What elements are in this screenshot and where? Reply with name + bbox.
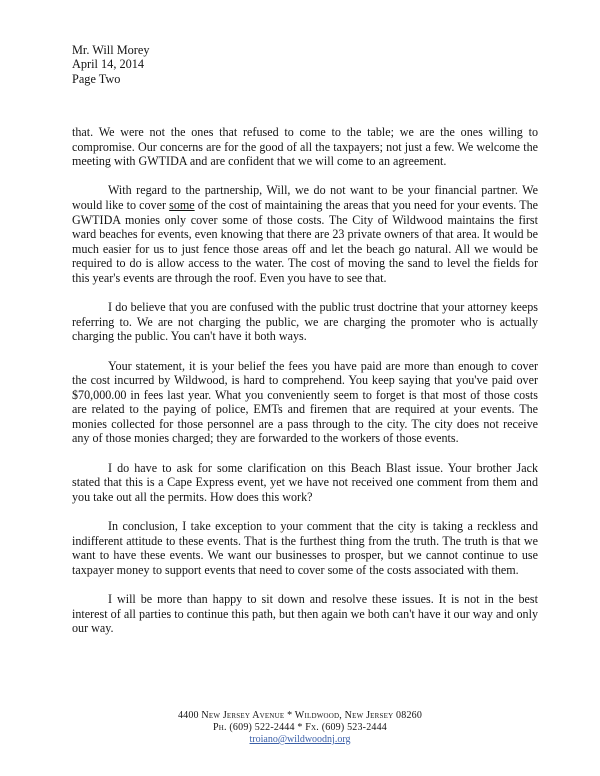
paragraph-fees: Your statement, it is your belief the fees you have paid are more than enough to cover the cost incurred by Wildwood, is hard to comprehend. You keep saying that you've paid over $70,000.00 in fees last year. What you conveniently seem to forget is that most of those costs are related to the paying of police, EMTs and firemen that are required at your events. The monies collected for those personnel are a pass through to the city. The city does not receive any of those monies charged; they are forwarded to the workers of those events.	[72, 358, 538, 446]
recipient-name: Mr. Will Morey	[72, 43, 150, 57]
footer-address: 4400 New Jersey Avenue * Wildwood, New Jersey 08260	[177, 710, 423, 721]
paragraph-continuation: that. We were not the ones that refused to come to the table; we are the ones willing to compromise. Our concerns are for the good of all the taxpayers; not just a few. We welcome the meeting with GWTIDA and are confident that we will come to an agreement.	[72, 125, 538, 169]
paragraph-closing: I will be more than happy to sit down and resolve these issues. It is not in the best interest of all parties to continue this path, but then again we both can't have it our way and only our way.	[72, 592, 538, 636]
paragraph-public-trust: I do believe that you are confused with the public trust doctrine that your attorney keeps referring to. We are not charging the public, we are charging the promoter who is actually charging the public. You can't have it both ways.	[72, 300, 538, 344]
footer-phone-fax: Ph. (609) 522-2444 * Fx. (609) 523-2444	[212, 722, 387, 733]
paragraph-conclusion: In conclusion, I take exception to your comment that the city is taking a reckless and indifferent attitude to these events. That is the furthest thing from the truth. The truth is that we want to have these events. We want our businesses to prosper, but we cannot continue to use taxpayer money to support events that need to cover some of the costs associated with them.	[72, 519, 538, 577]
letter-header	[72, 43, 150, 86]
footer-email-link[interactable]: troiano@wildwoodnj.org	[249, 734, 351, 745]
page-number: Page Two	[72, 71, 121, 86]
paragraph-text: With regard to the partnership, Will, we do not want to be your financial partner. We would like to cover	[72, 183, 538, 212]
paragraph-beach-blast: I do have to ask for some clarification on this Beach Blast issue. Your brother Jack stated that this is a Cape Express event, yet we have not received one comment from them and you take out all the permits. How does this work?	[72, 460, 538, 504]
letter-date: April 14, 2014	[72, 57, 145, 72]
underlined-word: some	[169, 197, 195, 212]
paragraph-text: of the cost of maintaining the areas that you need for your events. The GWTIDA monies only cover some of those costs. The City of Wildwood maintains the first ward beaches for events, even knowing that there are 23 private owners of that area. It would be much easier for us to just fence those areas off and let the beach go natural. All we would be required to do is allow access to the water. The cost of moving the sand to level the fields for this year's events are through the roof. Even you have to see that.	[72, 197, 538, 285]
letterhead-footer	[0, 710, 600, 746]
paragraph-partnership	[72, 183, 538, 285]
letter-body	[72, 125, 538, 650]
